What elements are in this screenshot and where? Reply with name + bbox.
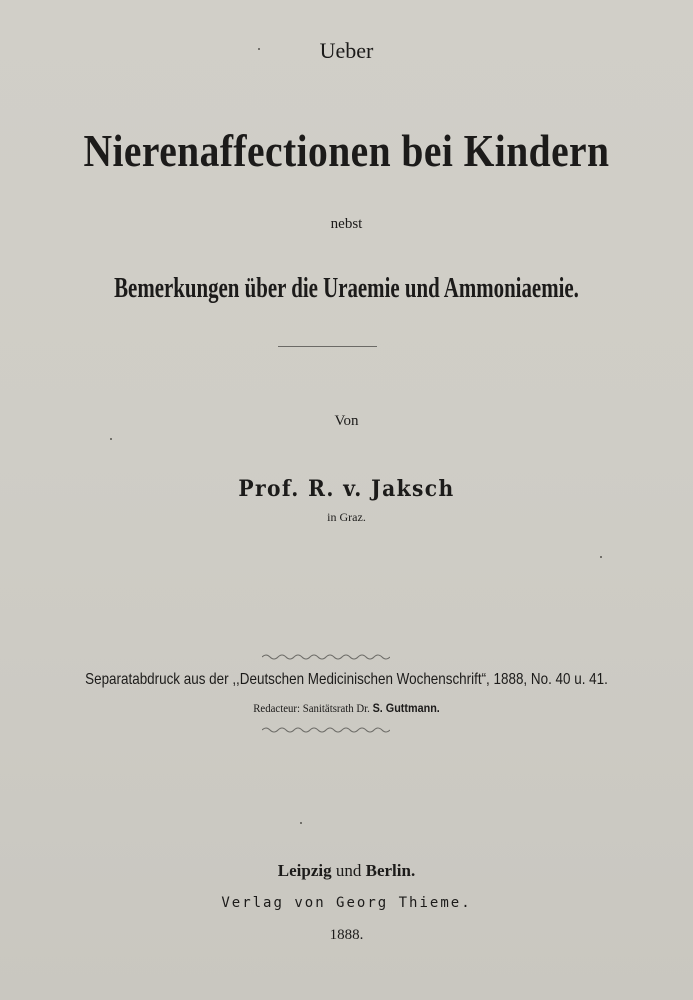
city-berlin: Berlin.: [365, 861, 416, 880]
subtitle: Bemerkungen über die Uraemie und Ammoniaemie.: [114, 272, 579, 304]
publication-year: 1888.: [329, 927, 364, 943]
city-leipzig: Leipzig: [277, 861, 332, 880]
publisher: Verlag von Georg Thieme.: [221, 895, 472, 911]
wavy-rule-top: [262, 653, 390, 661]
paper-speck: [110, 438, 112, 440]
wavy-rule-bottom: [262, 726, 390, 734]
publication-place: [0, 861, 693, 881]
connector-text: nebst: [330, 216, 363, 232]
author-name: Prof. R. v. Jaksch: [238, 476, 455, 502]
and-text: und: [335, 861, 362, 880]
editor-name: S. Guttmann.: [372, 701, 440, 715]
editor-role: Redacteur:: [253, 701, 300, 715]
offprint-note: Separatabdruck aus der ,,Deutschen Medicinischen Wochenschrift“, 1888, No. 40 u. 41.: [85, 671, 608, 688]
editor-line: [35, 701, 659, 716]
paper-speck: [600, 556, 602, 558]
paper-speck: [300, 822, 302, 824]
by-text: Von: [334, 413, 359, 429]
over-text: Ueber: [319, 38, 374, 63]
author-location: in Graz.: [327, 510, 366, 524]
paper-speck: [258, 48, 260, 50]
editor-title: Sanitätsrath Dr.: [302, 701, 370, 715]
main-title: Nierenaffectionen bei Kindern: [83, 125, 610, 176]
title-divider: [278, 346, 377, 347]
